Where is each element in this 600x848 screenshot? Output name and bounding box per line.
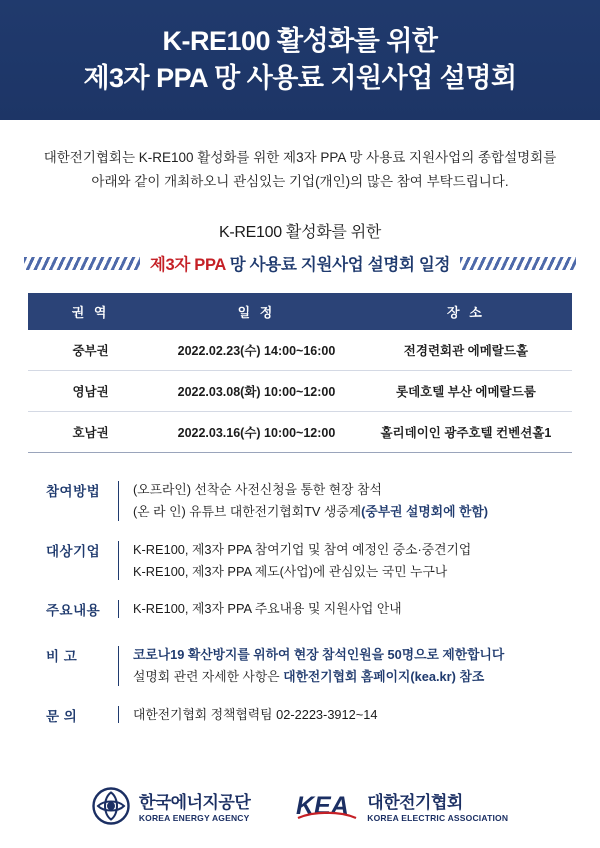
detail-line bbox=[133, 666, 554, 688]
detail-body bbox=[133, 704, 554, 726]
detail-body bbox=[133, 479, 554, 523]
logo-name-en: KOREA ENERGY AGENCY bbox=[138, 813, 250, 824]
detail-row-participation-method bbox=[46, 479, 554, 523]
detail-body bbox=[133, 598, 554, 620]
detail-line: (오프라인) 선착순 사전신청을 통한 현장 참석 bbox=[133, 482, 382, 498]
subtitle-top-line: K-RE100 활성화를 위한 bbox=[218, 224, 382, 242]
cell-region: 호남권 bbox=[28, 412, 153, 453]
banner-title-line1: K-RE100 활성화를 위한 bbox=[162, 25, 438, 56]
cell-date: 2022.02.23(수) 14:00~16:00 bbox=[153, 330, 360, 371]
detail-body bbox=[133, 644, 554, 688]
table-row bbox=[28, 330, 572, 371]
table-row bbox=[28, 412, 572, 453]
kea-wordmark-icon bbox=[296, 789, 358, 828]
header-banner bbox=[0, 0, 600, 120]
logo-korea-energy-agency bbox=[92, 787, 250, 830]
intro-line-1: 대한전기협회는 K-RE100 활성화를 위한 제3자 PPA 망 사용료 지원사업의 종합설명회를 bbox=[43, 150, 557, 165]
detail-separator bbox=[118, 541, 119, 581]
energy-agency-emblem-icon bbox=[92, 787, 130, 830]
logo-text-block bbox=[139, 793, 250, 824]
schedule-table-wrapper bbox=[28, 293, 572, 453]
detail-label: 문 의 bbox=[46, 708, 78, 724]
detail-separator bbox=[118, 600, 119, 618]
cell-place: 홀리데이인 광주호텔 컨벤션홀1 bbox=[360, 412, 572, 453]
detail-label: 비 고 bbox=[46, 649, 78, 664]
detail-line: 코로나19 확산방지를 위하여 현장 참석인원을 50명으로 제한합니다 bbox=[133, 647, 505, 662]
intro-paragraph bbox=[30, 146, 570, 193]
column-header-region: 권 역 bbox=[28, 293, 153, 330]
detail-line: 대한전기협회 정책협력팀 02-2223-3912~14 bbox=[133, 706, 378, 722]
column-header-date: 일 정 bbox=[153, 293, 360, 330]
detail-label: 주요내용 bbox=[46, 603, 101, 619]
detail-line: K-RE100, 제3자 PPA 주요내용 및 지원사업 안내 bbox=[133, 601, 402, 617]
subtitle-main-line bbox=[150, 251, 450, 275]
detail-row-remarks bbox=[46, 644, 554, 688]
svg-text:KEA: KEA bbox=[296, 792, 350, 820]
cell-place: 롯데호텔 부산 에메랄드룸 bbox=[360, 371, 572, 412]
subtitle-main-rest: 망 사용료 지원사업 설명회 일정 bbox=[229, 256, 451, 275]
detail-line: K-RE100, 제3자 PPA 참여기업 및 참여 예정인 중소·중견기업 bbox=[133, 541, 472, 557]
detail-line-emphasis: 대한전기협회 홈페이지(kea.kr) 참조 bbox=[283, 668, 485, 684]
cell-region: 영남권 bbox=[28, 371, 153, 412]
detail-line-emphasis: (중부권 설명회에 한함) bbox=[361, 504, 488, 519]
logo-name-kr: 한국에너지공단 bbox=[138, 792, 251, 812]
hatch-decoration-left bbox=[24, 257, 140, 270]
hatch-decoration-right bbox=[460, 257, 576, 270]
detail-line-text: (온 라 인) 유튜브 대한전기협회TV 생중계 bbox=[133, 504, 362, 519]
details-list bbox=[46, 479, 554, 725]
table-row bbox=[28, 371, 572, 412]
subtitle-main-highlight: 제3자 PPA bbox=[149, 256, 226, 275]
cell-date: 2022.03.08(화) 10:00~12:00 bbox=[153, 371, 360, 412]
logo-name-en: KOREA ELECTRIC ASSOCIATION bbox=[367, 813, 509, 824]
subtitle-main-row bbox=[0, 251, 600, 275]
detail-body bbox=[133, 539, 554, 583]
footer-logos bbox=[0, 787, 600, 830]
schedule-table-head bbox=[28, 293, 572, 330]
banner-title-line2: 제3자 PPA 망 사용료 지원사업 설명회 bbox=[83, 63, 517, 93]
detail-row-inquiry bbox=[46, 704, 554, 726]
intro-line-2: 아래와 같이 개최하오니 관심있는 기업(개인)의 많은 참여 부탁드립니다. bbox=[91, 173, 509, 189]
cell-date: 2022.03.16(수) 10:00~12:00 bbox=[153, 412, 360, 453]
detail-separator bbox=[118, 646, 119, 686]
schedule-table-body bbox=[28, 330, 572, 453]
schedule-table bbox=[28, 293, 572, 453]
detail-line: K-RE100, 제3자 PPA 제도(사업)에 관심있는 국민 누구나 bbox=[133, 563, 448, 579]
section-subtitle bbox=[0, 219, 600, 275]
detail-line-text: 설명회 관련 자세한 사항은 bbox=[133, 668, 284, 684]
detail-separator bbox=[118, 481, 119, 521]
detail-label: 대상기업 bbox=[46, 543, 101, 559]
logo-korea-electric-association bbox=[296, 789, 508, 828]
detail-row-target-companies bbox=[46, 539, 554, 583]
table-header-row bbox=[28, 293, 572, 330]
column-header-place: 장 소 bbox=[360, 293, 572, 330]
logo-name-kr: 대한전기협회 bbox=[367, 792, 463, 812]
detail-line bbox=[133, 501, 554, 523]
detail-row-main-content bbox=[46, 598, 554, 620]
logo-text-block bbox=[367, 793, 508, 824]
detail-label: 참여방법 bbox=[46, 484, 101, 500]
cell-region: 중부권 bbox=[28, 330, 153, 371]
cell-place: 전경련회관 에메랄드홀 bbox=[360, 330, 572, 371]
detail-separator bbox=[118, 706, 119, 724]
